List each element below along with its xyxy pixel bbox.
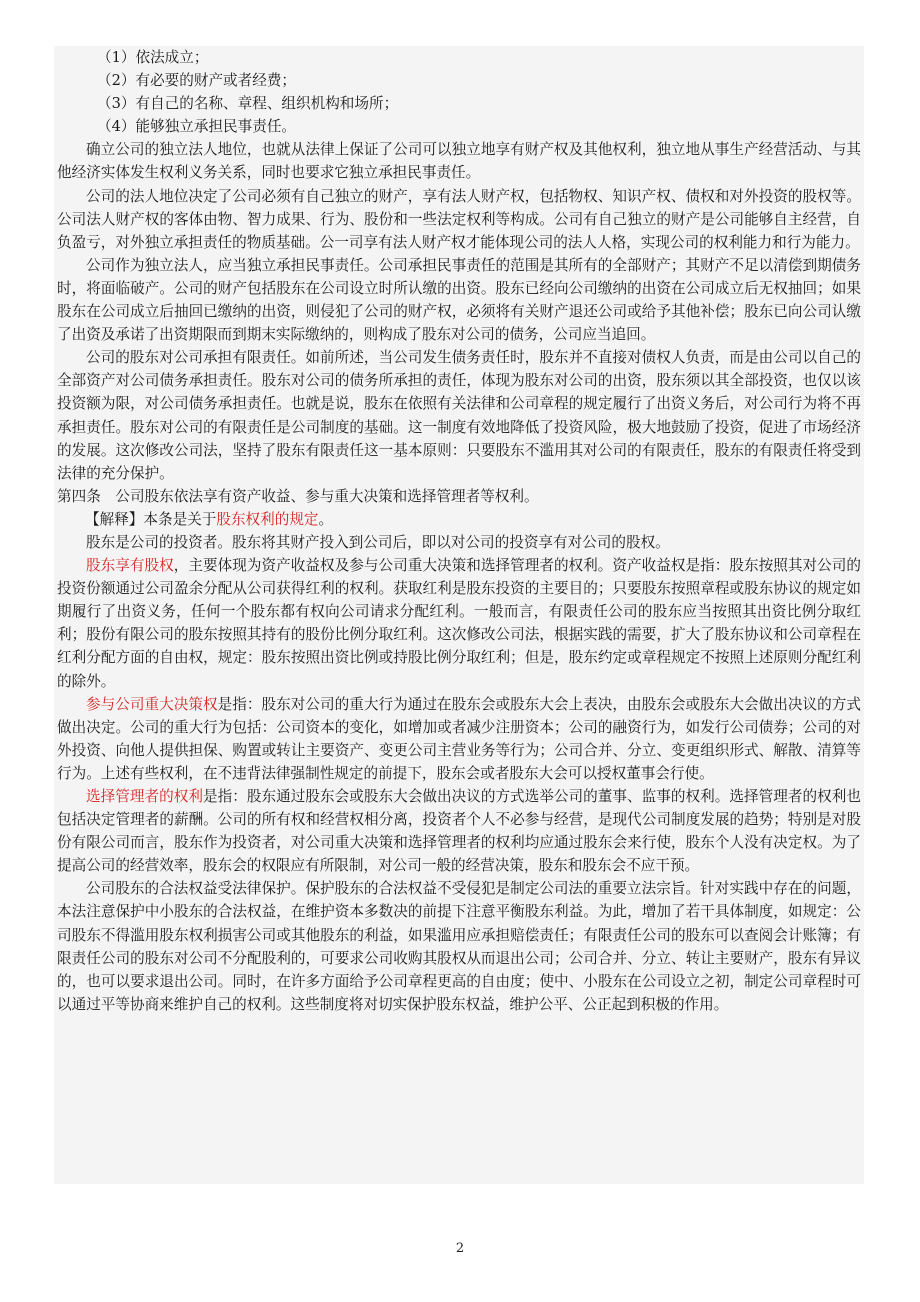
highlight-select-managers: 选择管理者的权利 bbox=[86, 788, 203, 805]
condition-item-4: （4）能够独立承担民事责任。 bbox=[97, 118, 297, 136]
article-four-heading: 第四条 公司股东依法享有资产收益、参与重大决策和选择管理者等权利。 bbox=[57, 487, 539, 505]
interpretation-highlight: 股东权利的规定 bbox=[216, 510, 319, 528]
highlight-major-decisions: 参与公司重大决策权 bbox=[86, 695, 218, 713]
paragraph-select-managers bbox=[57, 785, 861, 877]
condition-item-2: （2）有必要的财产或者经费； bbox=[97, 72, 297, 90]
paragraph-limited-liability: 公司的股东对公司承担有限责任。如前所述，当公司发生债务责任时，股东并不直接对债权人负责，而是由公司以自己的全部资产对公司债务承担责任。股东对公司的债务所承担的责任，体现为股东对公司的出资，股东须以其全部投资，也仅以该投资额为限，对公司债务承担责任。也就是说，股东在依照有关法律和公司章程的规定履行了出资义务后，对公司行为将不再承担责任。股东对公司的有限责任是公司制度的基础。这一制度有效地降低了投资风险，极大地鼓励了投资，促进了市场经济的发展。这次修改公司法，坚持了股东有限责任这一基本原则：只要股东不滥用其对公司的有限责任，股东的有限责任将受到法律的充分保护。 bbox=[57, 349, 861, 482]
interpretation-line bbox=[57, 508, 861, 531]
paragraph-legal-person-property: 公司的法人地位决定了公司必须有自己独立的财产，享有法人财产权，包括物权、知识产权、债权和对外投资的股权等。公司法人财产权的客体由物、智力成果、行为、股份和一些法定权利等构成。公司有自己独立的财产是公司能够自主经营，自负盈亏，对外独立承担责任的物质基础。公一司享有法人财产权才能体现公司的法人人格，实现公司的权利能力和行为能力。 bbox=[57, 187, 861, 251]
condition-item-1: （1）依法成立； bbox=[97, 49, 209, 66]
interpretation-suffix: 。 bbox=[318, 510, 334, 528]
paragraph-shareholder-rights bbox=[57, 554, 861, 693]
page-number: 2 bbox=[455, 1241, 465, 1256]
paragraph-civil-liability: 公司作为独立法人，应当独立承担民事责任。公司承担民事责任的范围是其所有的全部财产；其财产不足以清偿到期债务时，将面临破产。公司的财产包括股东在公司设立时所认缴的出资。股东已经向公司缴纳的出资在公司成立后无权抽回；如果股东在公司成立后抽回已缴纳的出资，则侵犯了公司的财产权，必须将有关财产退还公司或给予其他补偿；股东已向公司认缴了出资及承诺了出资期限而到期末实际缴纳的，则构成了股东对公司的债务，公司应当追回。 bbox=[57, 256, 861, 344]
highlight-shareholder-rights: 股东享有股权 bbox=[86, 557, 174, 575]
shareholder-rights-text: ，主要体现为资产收益权及参与公司重大决策和选择管理者的权利。资产收益权是指：股东按照其对公司的投资份额通过公司盈余分配从公司获得红利的权利。获取红利是股东投资的主要目的；只要股东按照章程或股东协议的规定如期履行了出资义务，任何一个股东都有权向公司请求分配红利。一般而言，有限责任公司的股东应当按照其出资比例分取红利；股份有限公司的股东按照其持有的股份比例分取红利。这次修改公司法，根据实践的需要，扩大了股东协议和公司章程在红利分配方面的自由权，规定：股东按照出资比例或持股比例分取红利；但是，股东约定或章程规定不按照上述原则分配红利的除外。 bbox=[57, 557, 861, 690]
paragraph-shareholder-intro: 股东是公司的投资者。股东将其财产投入到公司后，即以对公司的投资享有对公司的股权。 bbox=[86, 533, 670, 551]
major-decisions-text: 是指：股东对公司的重大行为通过在股东会或股东大会上表决，由股东会或股东大会做出决议的方式做出决定。公司的重大行为包括：公司资本的变化，如增加或者减少注册资本；公司的融资行为，如发行公司债券；公司的对外投资、向他人提供担保、购置或转让主要资产、变更公司主营业务等行为；公司合并、分立、变更组织形式、解散、清算等行为。上述有些权利，在不违背法律强制性规定的前提下，股东会或者股东大会可以授权董事会行使。 bbox=[57, 695, 861, 782]
paragraph-major-decisions bbox=[57, 693, 861, 785]
paragraph-independent-status: 确立公司的独立法人地位，也就从法律上保证了公司可以独立地享有财产权及其他权利，独立地从事生产经营活动、与其他经济实体发生权利义务关系，同时也要求它独立承担民事责任。 bbox=[57, 141, 861, 182]
interpretation-prefix: 【解释】本条是关于 bbox=[85, 510, 217, 528]
select-managers-text: 是指：股东通过股东会或股东大会做出决议的方式选举公司的董事、监事的权利。选择管理者的权利也包括决定管理者的薪酬。公司的所有权和经营权相分离，投资者个人不必参与经营，是现代公司制度发展的趋势；特别是对股份有限公司而言，股东作为投资者，对公司重大决策和选择管理者的权利均应通过股东会来行使，股东个人没有决定权。为了提高公司的经营效率，股东会的权限应有所限制，对公司一般的经营决策，股东和股东会不应干预。 bbox=[57, 788, 861, 875]
condition-item-3: （3）有自己的名称、章程、组织机构和场所； bbox=[97, 95, 399, 113]
document-text-block bbox=[54, 46, 864, 1184]
paragraph-rights-protection: 公司股东的合法权益受法律保护。保护股东的合法权益不受侵犯是制定公司法的重要立法宗旨。针对实践中存在的问题，本法注意保护中小股东的合法权益，在维护资本多数决的前提下注意平衡股东利益。为此，增加了若干具体制度，如规定：公司股东不得滥用股东权利损害公司或其他股东的利益，如果滥用应承担赔偿责任；有限责任公司的股东可以查阅会计账簿；有限责任公司的股东对公司不分配股利的，可要求公司收购其股权从而退出公司；公司合并、分立、转让主要财产，股东有异议的，也可以要求退出公司。同时，在许多方面给予公司章程更高的自由度；使中、小股东在公司设立之初，制定公司章程时可以通过平等协商来维护自己的权利。这些制度将对切实保护股东权益，维护公平、公正起到积极的作用。 bbox=[57, 880, 861, 1013]
